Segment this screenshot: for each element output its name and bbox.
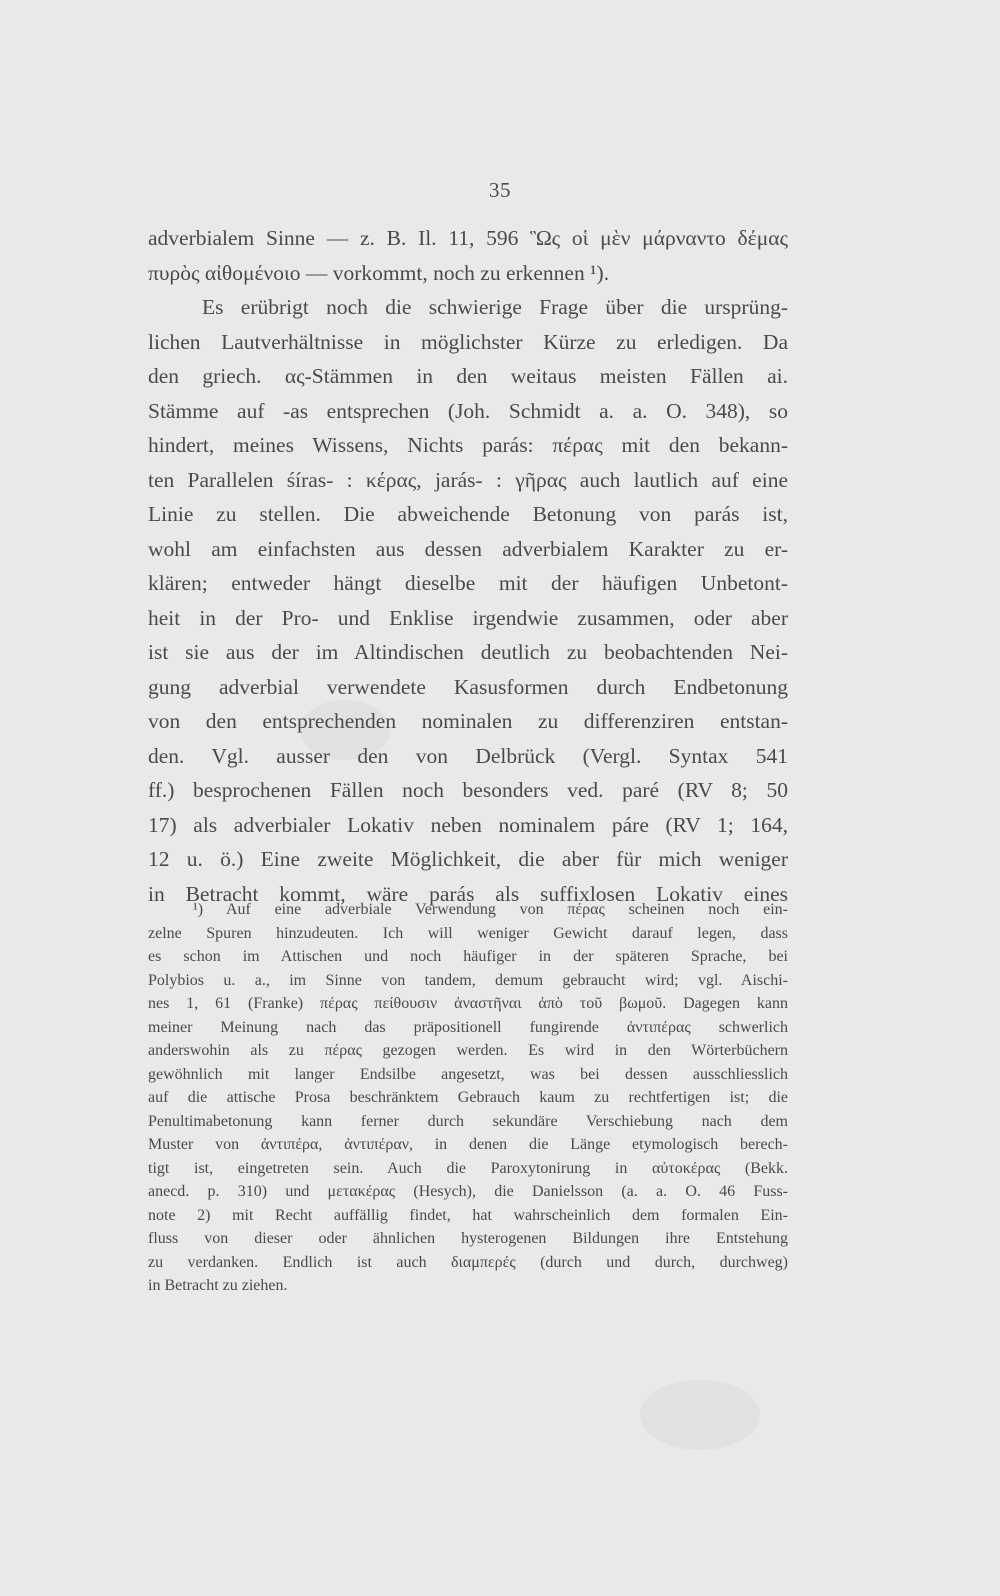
text-line: den. Vgl. ausser den von Delbrück (Vergl. Syntax 541	[148, 743, 788, 768]
text-line: ff.) besprochenen Fällen noch besonders ved. paré (RV 8; 50	[148, 778, 788, 802]
text-line: 17) als adverbialer Lokativ neben nominalem páre (RV 1; 164,	[148, 812, 788, 837]
text-line: πυρὸς αἰθομένοιο — vorkommt, noch zu erkennen ¹).	[148, 260, 610, 285]
footnote-line: Polybios u. a., im Sinne von tandem, demum gebraucht wird; vgl. Aischi-	[148, 971, 788, 989]
footnote-line: in Betracht zu ziehen.	[148, 1277, 288, 1294]
text-line: ist sie aus der im Altindischen deutlich zu beobachtenden Nei-	[148, 640, 788, 664]
footnote-line: nes 1, 61 (Franke) πέρας πείθουσιν ἀναστῆναι ἀπὸ τοῦ βωμοῦ. Dagegen kann	[148, 995, 788, 1012]
text-line: Stämme auf -as entsprechen (Joh. Schmidt a. a. O. 348), so	[148, 398, 788, 423]
footnote-line: fluss von dieser oder ähnlichen hysterogenen Bildungen ihre Entstehung	[148, 1230, 788, 1247]
text-line: ten Parallelen śíras- : κέρας, jarás- : γῆρας auch lautlich auf eine	[148, 467, 788, 492]
footnote-line: zelne Spuren hinzudeuten. Ich will weniger Gewicht darauf legen, dass	[148, 924, 788, 942]
footnote-line: Penultimabetonung kann ferner durch sekundäre Verschiebung nach dem	[148, 1112, 788, 1130]
text-line: wohl am einfachsten aus dessen adverbialem Karakter zu er-	[148, 536, 788, 561]
footnote-line: Muster von ἀντιπέρα, ἀντιπέραν, in denen die Länge etymologisch berech-	[148, 1136, 788, 1153]
text-line: von den entsprechenden nominalen zu differenziren entstan-	[148, 709, 788, 733]
text-line: Es erübrigt noch die schwierige Frage über die ursprüng-	[202, 295, 788, 319]
text-line: in Betracht kommt, wäre parás als suffixlosen Lokativ eines	[148, 881, 788, 906]
text-line: heit in der Pro- und Enklise irgendwie zusammen, oder aber	[148, 605, 788, 630]
text-line: adverbialem Sinne — z. B. Il. 11, 596 Ὣς οἱ μὲν μάρναντο δέμας	[148, 226, 788, 250]
footnote-line: zu verdanken. Endlich ist auch διαμπερές (durch und durch, durchweg)	[148, 1253, 788, 1271]
page-number: 35	[489, 178, 511, 202]
text-line: 12 u. ö.) Eine zweite Möglichkeit, die aber für mich weniger	[148, 847, 788, 871]
footnote-line: ¹) Auf eine adverbiale Verwendung von πέρας scheinen noch ein-	[193, 901, 788, 918]
footnote-line: note 2) mit Recht auffällig findet, hat wahrscheinlich dem formalen Ein-	[148, 1206, 788, 1224]
text-line: klären; entweder hängt dieselbe mit der häufigen Unbetont-	[148, 571, 788, 595]
text-line: Linie zu stellen. Die abweichende Betonung von parás ist,	[148, 502, 788, 526]
text-line: gung adverbial verwendete Kasusformen durch Endbetonung	[148, 674, 788, 699]
text-line: lichen Lautverhältnisse in möglichster Kürze zu erledigen. Da	[148, 329, 788, 354]
footnote-line: auf die attische Prosa beschränktem Gebrauch kaum zu rechtfertigen ist; die	[148, 1089, 788, 1106]
text-line: den griech. ας-Stämmen in den weitaus meisten Fällen ai.	[148, 364, 788, 388]
footnote-line: anderswohin als zu πέρας gezogen werden. Es wird in den Wörterbüchern	[148, 1042, 788, 1059]
footnote-line: gewöhnlich mit langer Endsilbe angesetzt, was bei dessen ausschliesslich	[148, 1065, 788, 1083]
footnote-line: tigt ist, eingetreten sein. Auch die Paroxytonirung in αὐτοκέρας (Bekk.	[148, 1159, 788, 1177]
text-line: hindert, meines Wissens, Nichts parás: πέρας mit den bekann-	[148, 433, 788, 457]
paper-stain	[640, 1380, 760, 1450]
footnote-line: anecd. p. 310) und μετακέρας (Hesych), die Danielsson (a. a. O. 46 Fuss-	[148, 1183, 788, 1200]
footnote	[148, 898, 788, 1298]
footnote-line: es schon im Attischen und noch häufiger in der späteren Sprache, bei	[148, 948, 788, 965]
footnote-line: meiner Meinung nach das präpositionell fungirende ἀντιπέρας schwerlich	[148, 1018, 788, 1036]
main-text	[148, 221, 788, 911]
